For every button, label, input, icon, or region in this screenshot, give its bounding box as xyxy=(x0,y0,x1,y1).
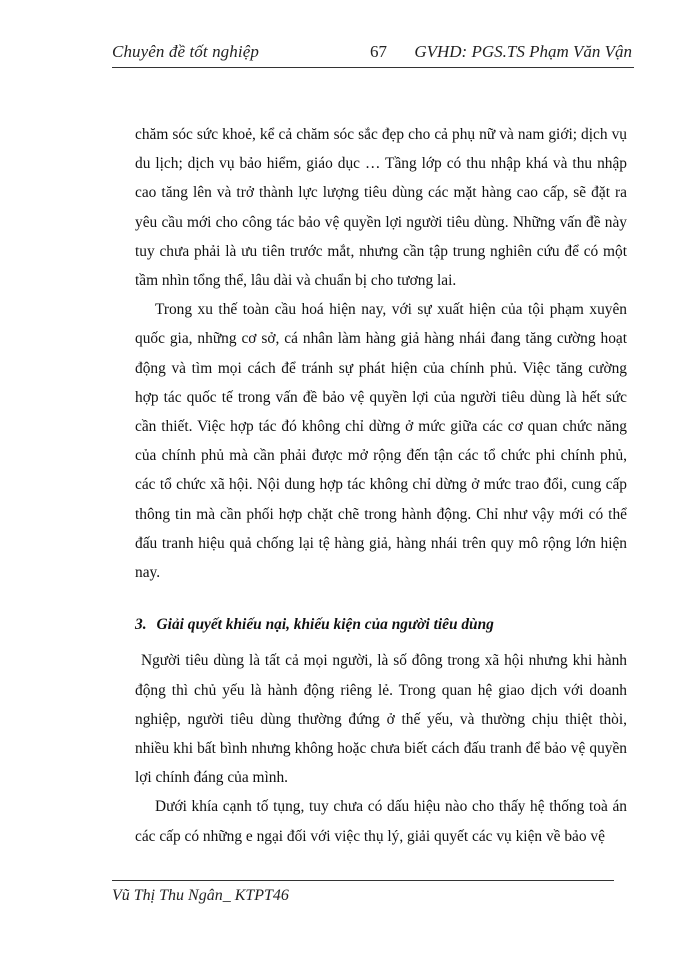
header-page-number: 67 xyxy=(370,42,387,61)
footer-author: Vũ Thị Thu Ngân_ KTPT46 xyxy=(112,887,289,904)
header-document-title: Chuyên đề tốt nghiệp xyxy=(112,42,259,61)
section-heading xyxy=(135,610,627,639)
header-supervisor: GVHD: PGS.TS Phạm Văn Vận xyxy=(414,42,632,61)
page-body xyxy=(135,120,627,851)
footer-divider xyxy=(112,880,614,881)
paragraph-consumers: Người tiêu dùng là tất cả mọi người, là số đông trong xã hội nhưng khi hành động thì chủ yếu là hành động riêng lẻ. Trong quan hệ giao dịch với doanh nghiệp, người tiêu dùng thường đứng ở thế yếu, và thường chịu thiệt thòi, nhiều khi bất bình nhưng không hoặc chưa biết cách đấu tranh để bảo vệ quyền lợi chính đáng của mình. xyxy=(135,652,627,787)
paragraph-litigation: Dưới khía cạnh tố tụng, tuy chưa có dấu hiệu nào cho thấy hệ thống toà án các cấp có những e ngại đối với việc thụ lý, giải quyết các vụ kiện về bảo vệ xyxy=(135,798,627,845)
page-header xyxy=(112,42,632,66)
paragraph-continuation: chăm sóc sức khoẻ, kể cả chăm sóc sắc đẹp cho cả phụ nữ và nam giới; dịch vụ du lịch; dịch vụ bảo hiểm, giáo dục … Tầng lớp có thu nhập khá và thu nhập cao tăng lên và trở thành lực lượng tiêu dùng các mặt hàng cao cấp, sẽ đặt ra yêu cầu mới cho công tác bảo vệ quyền lợi người tiêu dùng. Những vấn đề này tuy chưa phải là ưu tiên trước mắt, nhưng cần tập trung nghiên cứu để có một tầm nhìn tổng thể, lâu dài và chuẩn bị cho tương lai. xyxy=(135,126,627,290)
paragraph-globalization: Trong xu thế toàn cầu hoá hiện nay, với sự xuất hiện của tội phạm xuyên quốc gia, những cơ sở, cá nhân làm hàng giả hàng nhái đang tăng cường hoạt động và tìm mọi cách để tránh sự phát hiện của chính phủ. Việc tăng cường hợp tác quốc tế trong vấn đề bảo vệ quyền lợi của người tiêu dùng là hết sức cần thiết. Việc hợp tác đó không chỉ dừng ở mức giữa các cơ quan chức năng của chính phủ mà cần phải được mở rộng đến tận các tổ chức phi chính phủ, các tổ chức xã hội. Nội dung hợp tác không chỉ dừng ở mức trao đổi, cung cấp thông tin mà cần phối hợp chặt chẽ trong hành động. Chỉ như vậy mới có thể đấu tranh hiệu quả chống lại tệ hàng giả, hàng nhái trên quy mô rộng lớn hiện nay. xyxy=(135,301,627,582)
section-number: 3. xyxy=(135,616,147,634)
header-divider xyxy=(112,67,634,68)
section-title: Giải quyết khiếu nại, khiếu kiện của người tiêu dùng xyxy=(156,616,494,634)
